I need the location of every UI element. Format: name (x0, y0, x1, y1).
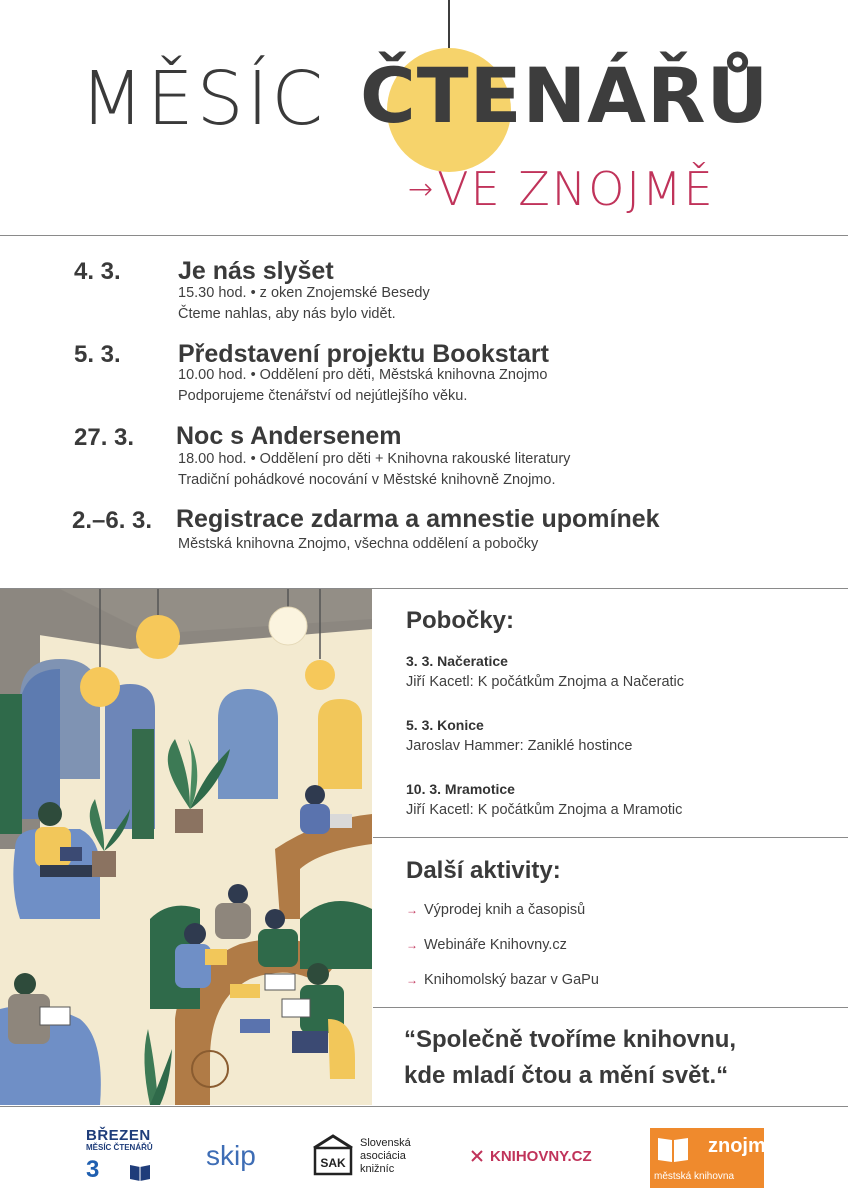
event-title: Noc s Andersenem (176, 422, 402, 450)
divider-top (0, 235, 848, 236)
branch-title: 5. 3. Konice (406, 717, 484, 733)
event-date: 5. 3. (74, 341, 121, 368)
library-illustration (0, 589, 372, 1105)
znojmo-subtitle: městská knihovna (654, 1171, 735, 1182)
branch-text: Jiří Kacetl: K počátkům Znojma a Mramotic (406, 802, 683, 818)
znojmo-text: znojmo (708, 1135, 778, 1157)
arrow-right-icon: → (406, 973, 418, 987)
branch-text: Jiří Kacetl: K počátkům Znojma a Načeratic (406, 674, 685, 690)
event-title: Registrace zdarma a amnestie upomínek (176, 505, 660, 533)
lamp-cord (448, 0, 450, 48)
quote-line: “Společně tvoříme knihovnu, (404, 1026, 737, 1053)
activity-label: Webináře Knihovny.cz (424, 937, 567, 953)
brezen-number: 3 (86, 1156, 100, 1183)
knihovny-logo (470, 1148, 592, 1165)
brezen-logo (86, 1128, 162, 1188)
branch-title: 10. 3. Mramotice (406, 781, 515, 797)
sak-line: Slovenská (360, 1137, 411, 1149)
knihovny-mark-icon (470, 1149, 484, 1163)
branch-text: Jaroslav Hammer: Zaniklé hostince (406, 738, 633, 754)
divider-branches (373, 837, 848, 838)
sak-name (360, 1137, 411, 1176)
quote-line: kde mladí čtou a mění svět.“ (404, 1062, 729, 1089)
event-date: 2.–6. 3. (72, 507, 153, 534)
event-description: Čteme nahlas, aby nás bylo vidět. (178, 306, 396, 322)
event-detail: Městská knihovna Znojmo, všechna oddělení a pobočky (178, 536, 539, 552)
branch-title: 3. 3. Načeratice (406, 653, 508, 669)
sak-line: knižníc (360, 1163, 395, 1175)
activity-item (406, 902, 585, 918)
event-detail: 15.30 hod. • z oken Znojemské Besedy (178, 285, 430, 301)
event-description: Podporujeme čtenářství od nejútlejšího věku. (178, 388, 468, 404)
event-detail: 18.00 hod. • Oddělení pro děti + Knihovna rakouské literatury (178, 451, 571, 467)
subtitle (408, 162, 715, 216)
activity-label: Knihomolský bazar v GaPu (424, 972, 599, 988)
sak-line: asociácia (360, 1150, 406, 1162)
knihovny-text: KNIHOVNY.CZ (490, 1148, 592, 1165)
divider-bottom (0, 1106, 848, 1107)
event-date: 4. 3. (74, 258, 121, 285)
moon-book-icon (104, 1159, 154, 1183)
sak-abbr: SAK (320, 1156, 346, 1170)
znojmo-logo (650, 1128, 778, 1188)
brezen-subtitle: MĚSÍC ČTENÁŘŮ (86, 1143, 153, 1152)
event-title: Představení projektu Bookstart (178, 340, 549, 368)
event-date: 27. 3. (74, 424, 135, 451)
arrow-right-icon: → (406, 938, 418, 952)
activity-label: Výprodej knih a časopisů (424, 902, 586, 918)
sak-logo-icon (312, 1134, 354, 1178)
skip-logo: skip (206, 1140, 256, 1171)
title-light: MĚSÍC (80, 56, 327, 142)
book-icon (656, 1134, 690, 1164)
event-description: Tradiční pohádkové nocování v Městské knihovně Znojmo. (178, 472, 556, 488)
activity-item (406, 972, 599, 988)
divider-activities (373, 1007, 848, 1008)
title-bold: ČTENÁŘŮ (360, 51, 770, 140)
event-title: Je nás slyšet (178, 257, 334, 285)
activities-heading: Další aktivity: (406, 857, 561, 884)
event-detail: 10.00 hod. • Oddělení pro děti, Městská knihovna Znojmo (178, 367, 548, 383)
arrow-right-icon: → (408, 172, 436, 207)
brezen-title: BŘEZEN (86, 1127, 151, 1144)
subtitle-text: VE ZNOJMĚ (437, 162, 715, 216)
arrow-right-icon: → (406, 903, 418, 917)
branches-heading: Pobočky: (406, 607, 515, 634)
activity-item (406, 937, 567, 953)
